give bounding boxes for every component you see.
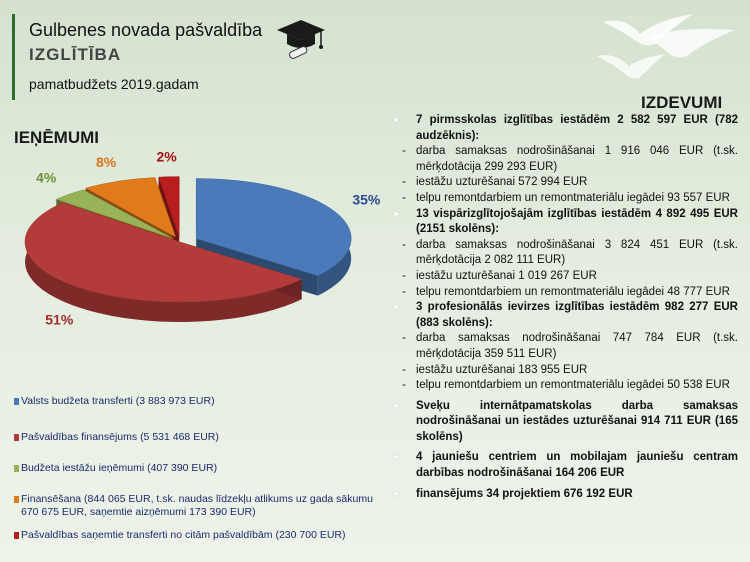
legend-swatch [14,398,19,405]
expense-item-text: telpu remontdarbiem un remontmateriālu iegādei 48 777 EUR [416,285,730,298]
legend-swatch [14,434,19,441]
chevron-right-icon: ➤ [392,452,401,464]
legend-label: Budžeta iestāžu ieņēmumi (407 390 EUR) [21,462,218,474]
legend-label: Pašvaldības finansējums (5 531 468 EUR) [21,431,219,443]
expense-item: - iestāžu uzturēšanai 183 955 EUR [402,363,588,376]
expense-item-text: darba samaksas nodrošināšanai 3 824 451 EUR (t.sk. mērķdotācija 2 082 111 EUR) [416,238,738,267]
legend-label: Pašvaldības saņemtie transferti no citām pašvaldībām (230 700 EUR) [21,529,346,541]
expense-heading: 4 jauniešu centriem un mobilajam jauniešu centram darbības nodrošināšanai 164 206 EUR [416,451,738,480]
expense-item: - darba samaksas nodrošināšanai 1 916 046 EUR (t.sk. mērķdotācija 299 293 EUR) [402,145,738,173]
chevron-right-icon: ➤ [392,400,401,412]
income-pie-chart [0,140,385,390]
expense-block [392,399,738,446]
section-title: IZGLĪTĪBA [29,45,122,64]
expense-title: IZDEVUMI [641,93,723,112]
expense-item-text: iestāžu uzturēšanai 1 019 267 EUR [416,269,597,282]
expense-item: - iestāžu uzturēšanai 572 994 EUR [402,176,588,189]
income-title: IEŅĒMUMI [14,128,99,147]
chevron-right-icon: ➤ [392,488,401,500]
header [12,14,273,100]
page-subtitle: pamatbudžets 2019.gadam [29,76,199,92]
expense-item: - telpu remontdarbiem un remontmateriālu iegādei 50 538 EUR [402,379,730,392]
expense-block [392,300,738,331]
expense-item: - darba samaksas nodrošināšanai 3 824 451 EUR (t.sk. mērķdotācija 2 082 111 EUR) [402,238,738,267]
expense-item-text: telpu remontdarbiem un remontmateriālu iegādei 93 557 EUR [416,191,730,204]
expense-block [392,450,738,481]
expense-item-text: iestāžu uzturēšanai 572 994 EUR [416,176,588,189]
expense-heading: Sveķu internātpamatskolas darba samaksas nodrošināšanai un iestādes uzturēšanai 914 711 EUR (165 skolēns) [416,399,738,443]
legend-swatch [14,496,19,503]
expense-heading: 7 pirmsskolas izglītības iestādēm 2 582 597 EUR (782 audzēknis): [416,114,738,142]
expense-item-text: iestāžu uzturēšanai 183 955 EUR [416,363,588,376]
expense-block [392,207,738,238]
chevron-right-icon: ➤ [392,115,401,126]
legend-label: Valsts budžeta transferti (3 883 973 EUR) [21,395,215,407]
chevron-right-icon: ➤ [392,208,401,220]
pie-label-pasvaldibas: 51% [45,311,74,328]
pie-label-transferti: 2% [156,148,177,165]
legend-label: Finansēšana (844 065 EUR, t.sk. naudas līdzekļu atlikums uz gada sākumu 670 675 EUR, saņemtie aizņēmumi 173 390 EUR) [21,493,373,518]
graduation-cap-icon [275,16,327,62]
expense-item: - telpu remontdarbiem un remontmateriālu iegādei 48 777 EUR [402,285,730,298]
pie-label-finansesana: 8% [95,153,117,170]
expense-item: - iestāžu uzturēšanai 1 019 267 EUR [402,269,597,282]
flying-birds-icon [595,8,740,103]
legend-swatch [14,465,19,472]
expense-block [392,113,738,144]
expense-item: - telpu remontdarbiem un remontmateriālu iegādei 93 557 EUR [402,191,730,204]
pie-label-valsts: 35% [352,191,381,208]
organization-title: Gulbenes novada pašvaldība [29,20,263,40]
expense-heading: finansējums 34 projektiem 676 192 EUR [416,487,633,500]
expense-item: - darba samaksas nodrošināšanai 747 784 EUR (t.sk. mērķdotācija 359 511 EUR) [402,332,738,360]
expense-heading: 13 vispārizglītojošajām izglītības iestādēm 4 892 495 EUR (2151 skolēns): [416,207,738,236]
legend-swatch [14,532,19,539]
expense-item-text: darba samaksas nodrošināšanai 747 784 EUR (t.sk. mērķdotācija 359 511 EUR) [416,332,738,360]
chevron-right-icon: ➤ [392,302,401,314]
expense-item-text: telpu remontdarbiem un remontmateriālu iegādei 50 538 EUR [416,379,730,392]
expense-heading: 3 profesionālās ievirzes izglītības iestādēm 982 277 EUR (883 skolēns): [416,301,738,329]
expense-list [392,113,738,502]
expense-item-text: darba samaksas nodrošināšanai 1 916 046 EUR (t.sk. mērķdotācija 299 293 EUR) [416,145,738,173]
expense-block [392,487,738,503]
pie-label-iestazu: 4% [36,169,57,186]
